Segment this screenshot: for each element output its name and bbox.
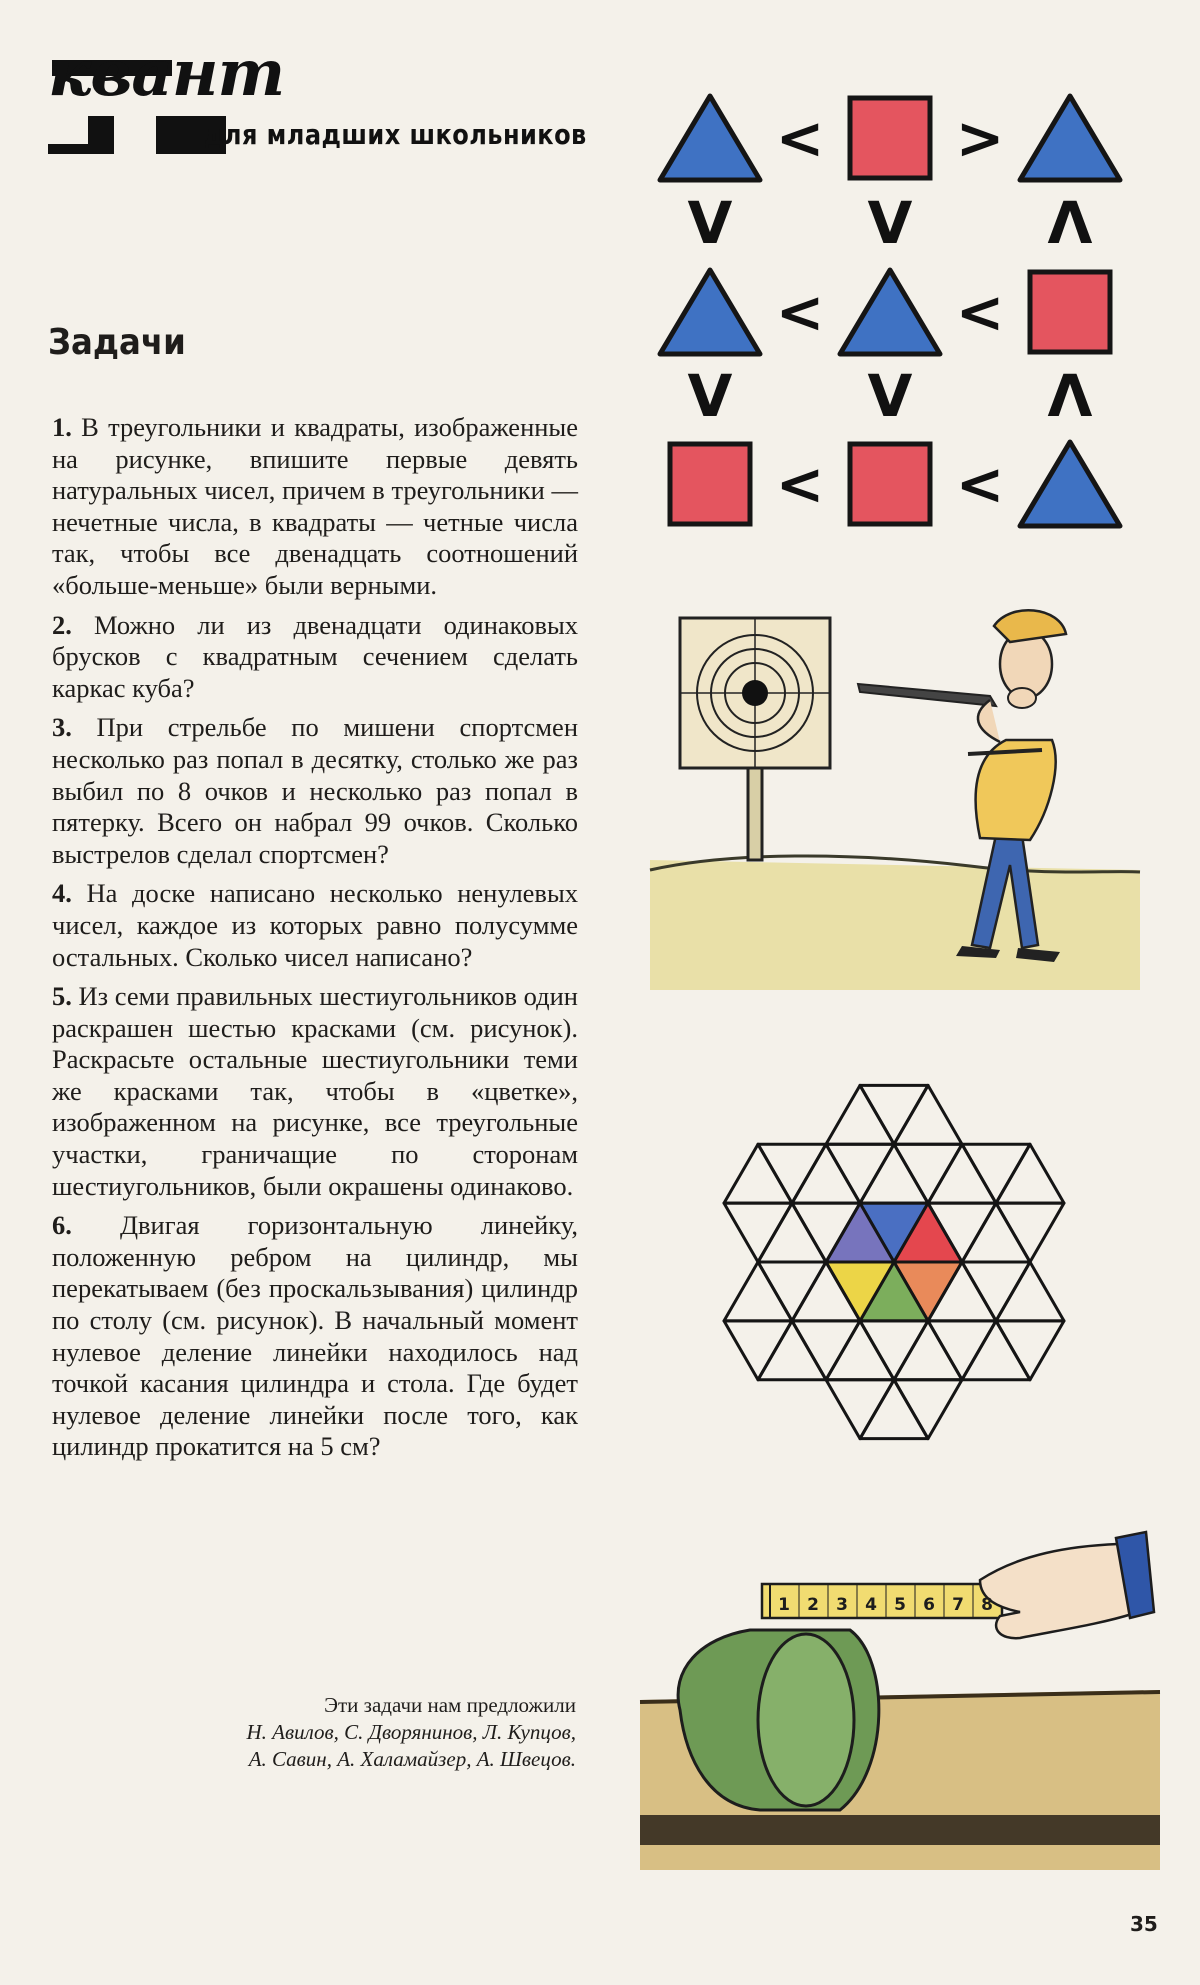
- problem-text: При стрельбе по мишени спортсмен несколько раз попал в десятку, столько же раз выбил по 8 очков и несколько раз попал в пятерку. Всего он набрал 99 очков. Сколько выстрелов сделал спортсмен?: [52, 712, 578, 869]
- kvant-logo: [48, 36, 608, 162]
- hex-triangle: [758, 1144, 826, 1203]
- relation-symbol: V: [687, 362, 733, 430]
- puzzle-triangle: [1020, 442, 1120, 526]
- ruler-cylinder-illustration: [640, 1520, 1160, 1870]
- hex-triangle: [758, 1262, 826, 1321]
- problem-3: [52, 712, 578, 870]
- problem-4: [52, 878, 578, 973]
- ruler-label: 3: [836, 1595, 848, 1615]
- hex-triangle: [792, 1321, 860, 1380]
- hand: [980, 1532, 1154, 1638]
- relation-symbol: Λ: [1047, 362, 1093, 430]
- hex-triangle: [758, 1321, 826, 1380]
- relation-symbol: <: [775, 450, 825, 518]
- hex-triangle: [724, 1321, 792, 1380]
- hex-triangle: [894, 1380, 962, 1439]
- cylinder: [678, 1630, 879, 1810]
- puzzle-square: [850, 444, 930, 524]
- relation-symbol: <: [775, 278, 825, 346]
- relation-symbol: V: [687, 189, 733, 257]
- puzzle-square: [670, 444, 750, 524]
- problem-number: 6.: [52, 1210, 72, 1241]
- ruler: [762, 1584, 1002, 1618]
- puzzle-triangle: [1020, 96, 1120, 180]
- puzzle-triangle: [660, 96, 760, 180]
- logo-tagline: для младших школьников: [204, 118, 587, 151]
- ruler-label: 8: [981, 1595, 993, 1615]
- problem-number: 5.: [52, 981, 72, 1012]
- problem-6: [52, 1210, 578, 1463]
- ruler-label: 6: [923, 1595, 935, 1615]
- hex-triangle: [962, 1203, 1030, 1262]
- hex-triangle: [894, 1321, 962, 1380]
- problem-number: 2.: [52, 609, 72, 640]
- problem-number: 4.: [52, 878, 72, 909]
- puzzle-figure: [650, 92, 1130, 532]
- relation-symbol: <: [775, 104, 825, 172]
- problem-text: Можно ли из двенадцати одинаковых брусков с квадратным сечением сделать каркас куба?: [52, 609, 579, 703]
- relation-symbol: <: [955, 278, 1005, 346]
- hex-triangle: [826, 1144, 894, 1203]
- ruler-label: 2: [807, 1595, 819, 1615]
- problem-text: На доске написано несколько ненулевых чисел, каждое из которых равно полусумме остальных. Сколько чисел написано?: [52, 878, 578, 972]
- hex-triangle: [996, 1144, 1064, 1203]
- credits: [90, 1692, 576, 1773]
- hex-triangle: [826, 1380, 894, 1439]
- hex-triangle: [826, 1085, 894, 1144]
- hex-triangle: [928, 1144, 996, 1203]
- hex-triangle: [894, 1085, 962, 1144]
- hex-triangle: [894, 1144, 962, 1203]
- hex-triangle: [928, 1321, 996, 1380]
- relation-symbol: V: [867, 189, 913, 257]
- page-number: 35: [1130, 1912, 1158, 1936]
- problem-text: В треугольники и квадраты, изображенные на рисунке, впишите первые девять натуральных чисел, причем в треугольники — нечетные числа, в квадраты — четные числа так, чтобы все двенадцать соотношений «больше-меньше» были верными.: [52, 412, 578, 600]
- puzzle-square: [850, 98, 930, 178]
- problem-1: [52, 412, 578, 602]
- hex-triangle: [996, 1321, 1064, 1380]
- hex-triangle: [962, 1321, 1030, 1380]
- problem-text: Двигая горизонтальную линейку, положенную ребром на цилиндр, мы перекатываем (без проскальзывания) цилиндр по столу (см. рисунок). В начальный момент нулевое деление линейки находилось над точкой касания цилиндра и стола. Где будет нулевое деление линейки после того, как цилиндр прокатится на 5 см?: [52, 1210, 579, 1462]
- hex-triangle: [962, 1262, 1030, 1321]
- logo-word: квант: [48, 36, 285, 111]
- ruler-label: 5: [894, 1595, 906, 1615]
- puzzle-triangle: [840, 270, 940, 354]
- hex-triangle: [860, 1144, 928, 1203]
- section-title: Задачи: [48, 322, 186, 363]
- hexagon-flower: [664, 1025, 1124, 1499]
- hex-triangle: [860, 1085, 928, 1144]
- ruler-label: 7: [952, 1595, 964, 1615]
- ruler-label: 1: [778, 1595, 790, 1615]
- hex-triangle: [758, 1203, 826, 1262]
- target-board: [680, 618, 830, 860]
- hex-triangle: [792, 1144, 860, 1203]
- hex-triangle: [962, 1144, 1030, 1203]
- ground: [650, 860, 1140, 990]
- hex-triangle: [724, 1144, 792, 1203]
- relation-symbol: <: [955, 450, 1005, 518]
- hex-triangle: [860, 1380, 928, 1439]
- relation-symbol: Λ: [1047, 189, 1093, 257]
- credits-names-line2: А. Савин, А. Халамайзер, А. Швецов.: [248, 1747, 576, 1771]
- table-shadow: [640, 1815, 1160, 1845]
- credits-intro: Эти задачи нам предложили: [324, 1693, 576, 1717]
- problem-5: [52, 981, 578, 1202]
- hex-triangle: [860, 1321, 928, 1380]
- problem-text: Из семи правильных шестиугольников один раскрашен шестью красками (см. рисунок). Раскрасьте остальные шестиугольники теми же красками так, чтобы в «цветке», изображенном на рисунке, все треугольные участки, граничащие по сторонам шестиугольников, были окрашены одинаково.: [52, 981, 578, 1201]
- hex-triangle: [724, 1262, 792, 1321]
- problem-number: 1.: [52, 412, 72, 442]
- problem-number: 3.: [52, 712, 72, 743]
- hex-triangle: [996, 1203, 1064, 1262]
- shooter-illustration: [650, 590, 1140, 990]
- puzzle-triangle: [660, 270, 760, 354]
- puzzle-square: [1030, 272, 1110, 352]
- hex-triangle: [724, 1203, 792, 1262]
- relation-symbol: V: [867, 362, 913, 430]
- problem-2: [52, 610, 578, 705]
- ruler-label: 4: [865, 1595, 877, 1615]
- problem-list: [52, 412, 578, 1471]
- hex-triangle: [996, 1262, 1064, 1321]
- credits-names-line1: Н. Авилов, С. Дворянинов, Л. Купцов,: [246, 1720, 576, 1744]
- hex-triangle: [826, 1321, 894, 1380]
- relation-symbol: >: [955, 104, 1005, 172]
